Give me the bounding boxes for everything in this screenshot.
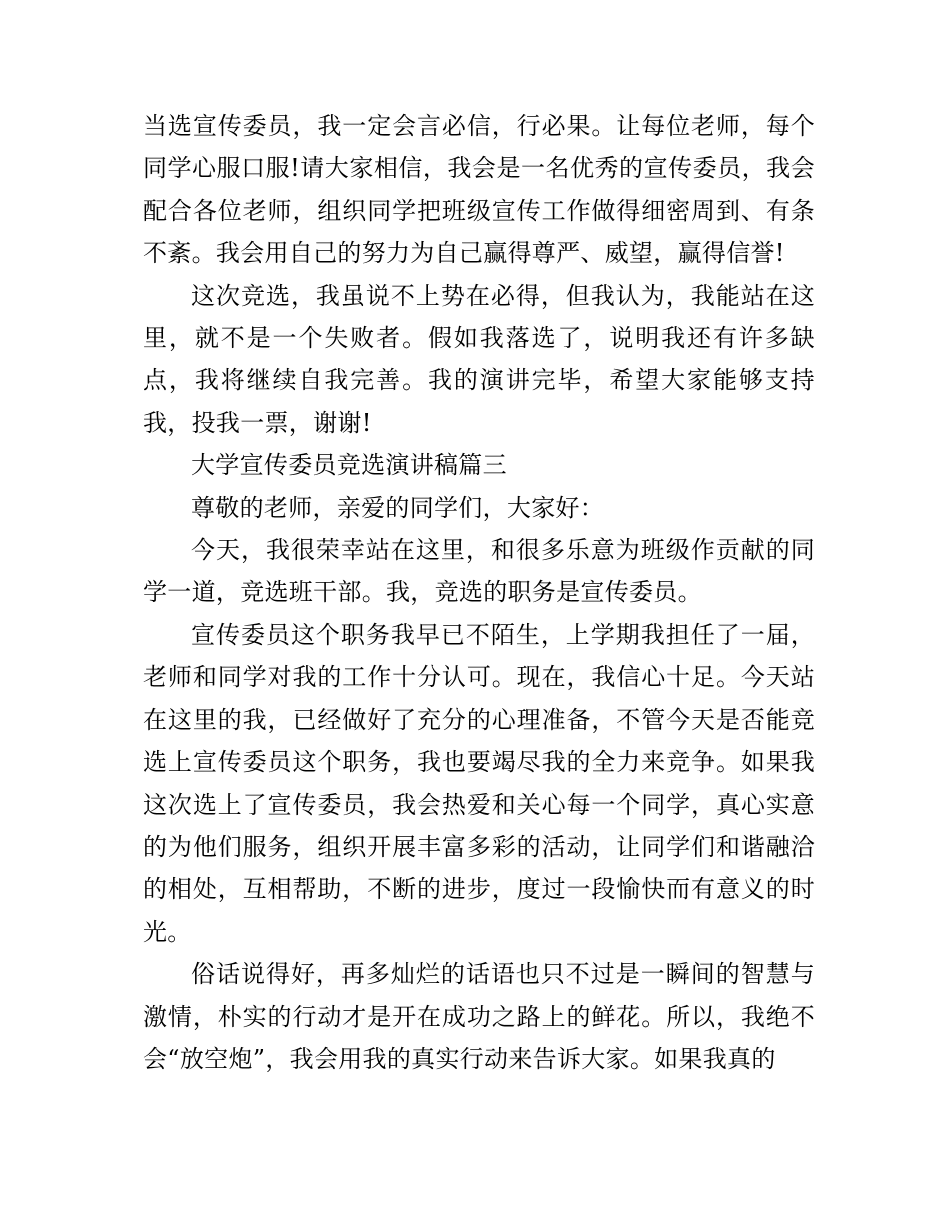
section-heading: 大学宣传委员竞选演讲稿篇三 bbox=[191, 451, 507, 480]
paragraph-intro: 今天，我很荣幸站在这里，和很多乐意为班级作贡献的同学一道，竞选班干部。我，竞选的职务是宣传委员。 bbox=[143, 536, 815, 607]
paragraph-experience: 宣传委员这个职务我早已不陌生，上学期我担任了一届，老师和同学对我的工作十分认可。现在，我信心十足。今天站在这里的我，已经做好了充分的心理准备，不管今天是否能竞选上宣传委员这个职务，我也要竭尽我的全力来竞争。如果我这次选上了宣传委员，我会热爱和关心每一个同学，真心实意的为他们服务，组织开展丰富多彩的活动，让同学们和谐融洽的相处，互相帮助，不断的进步，度过一段愉快而有意义的时光。 bbox=[143, 620, 815, 946]
paragraph-greeting: 尊敬的老师，亲爱的同学们，大家好： bbox=[191, 493, 605, 522]
paragraph-proverb: 俗话说得好，再多灿烂的话语也只不过是一瞬间的智慧与激情，朴实的行动才是开在成功之路上的鲜花。所以，我绝不会“放空炮”，我会用我的真实行动来告诉大家。如果我真的 bbox=[143, 960, 815, 1073]
document-page bbox=[143, 105, 815, 1080]
paragraph-closing: 这次竞选，我虽说不上势在必得，但我认为，我能站在这里，就不是一个失败者。假如我落选了，说明我还有许多缺点，我将继续自我完善。我的演讲完毕，希望大家能够支持我，投我一票，谢谢! bbox=[143, 281, 815, 437]
paragraph-pledge: 当选宣传委员，我一定会言必信，行必果。让每位老师，每个同学心服口服!请大家相信，我会是一名优秀的宣传委员，我会配合各位老师，组织同学把班级宣传工作做得细密周到、有条不紊。我会用自己的努力为自己赢得尊严、威望，赢得信誉! bbox=[143, 112, 815, 268]
